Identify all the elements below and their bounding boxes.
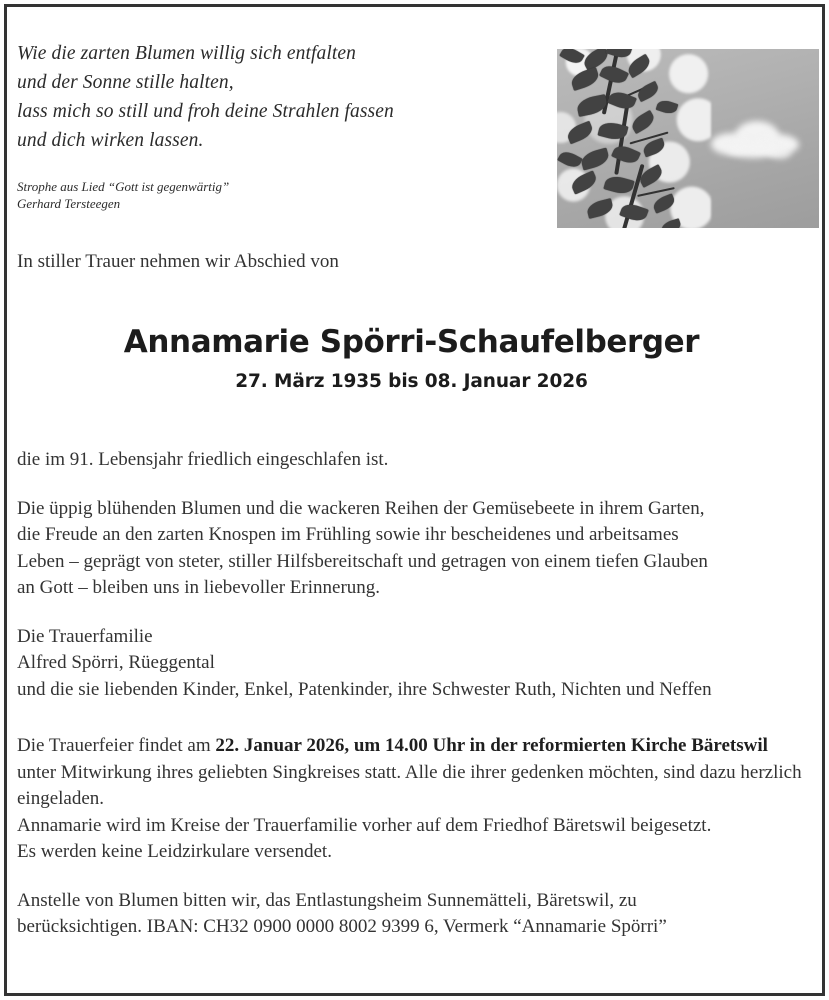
deceased-name: Annamarie Spörri-Schaufelberger (123, 324, 700, 360)
memory-line: Leben – geprägt von steter, stiller Hilfsbereitschaft und getragen von einem tiefen Glauben (17, 550, 708, 572)
family-line: Alfred Spörri, Rüeggental (17, 652, 215, 673)
circulars-line: Es werden keine Leidzirkulare versendet. (17, 841, 332, 862)
poem-line: Wie die zarten Blumen willig sich entfalten (17, 43, 356, 64)
attribution-source: Strophe aus Lied “Gott ist gegenwärtig” (17, 179, 230, 194)
poem-line: lass mich so still und froh deine Strahlen fassen (17, 101, 394, 122)
poem-block (17, 39, 537, 155)
poem-and-photo-row (17, 39, 806, 235)
service-paragraph (17, 733, 806, 813)
poem-line: und der Sonne stille halten, (17, 72, 234, 93)
spacer (17, 866, 806, 888)
service-highlight: 22. Januar 2026, um 14.00 Uhr in der reformierten Kirche Bäretswil (215, 735, 768, 756)
cloud-icon (709, 121, 801, 157)
donation-paragraph (17, 888, 806, 941)
burial-line: Annamarie wird im Kreise der Trauerfamilie vorher auf dem Friedhof Bäretswil beigesetzt. (17, 814, 712, 836)
poem-line: und dich wirken lassen. (17, 130, 204, 151)
donation-line: berücksichtigen. IBAN: CH32 0900 0000 8002 9399 6, Vermerk “Annamarie Spörri” (17, 916, 667, 937)
service-prefix: Die Trauerfeier findet am (17, 735, 216, 756)
donation-line: Anstelle von Blumen bitten wir, das Entlastungsheim Sunnemätteli, Bäretswil, zu (17, 889, 637, 911)
spacer (17, 703, 806, 733)
family-paragraph (17, 624, 806, 704)
obituary-content (7, 7, 822, 993)
poem-attribution (17, 178, 537, 212)
obituary-frame (4, 4, 825, 996)
memory-line: Die üppig blühenden Blumen und die wackeren Reihen der Gemüsebeete in ihrem Garten, (17, 497, 705, 519)
memory-paragraph (17, 496, 806, 602)
memorial-photo (557, 49, 819, 228)
intro-line: In stiller Trauer nehmen wir Abschied von (17, 251, 339, 272)
family-line: Die Trauerfamilie (17, 625, 153, 647)
age-paragraph: die im 91. Lebensjahr friedlich eingeschlafen ist. (17, 449, 389, 470)
service-suffix: unter Mitwirkung ihres geliebten Singkreises statt. Alle die ihrer gedenken möchten, sind dazu herzlich eingeladen. (17, 761, 802, 809)
deceased-dates: 27. März 1935 bis 08. Januar 2026 (235, 371, 588, 392)
body-text (17, 447, 806, 941)
branch-foliage (557, 49, 707, 228)
memory-line: an Gott – bleiben uns in liebevoller Erinnerung. (17, 577, 381, 598)
attribution-author: Gerhard Tersteegen (17, 196, 121, 211)
memory-line: die Freude an den zarten Knospen im Frühling sowie ihr bescheidenes und arbeitsames (17, 524, 679, 545)
family-line: und die sie liebenden Kinder, Enkel, Patenkinder, ihre Schwester Ruth, Nichten und Neffen (17, 678, 712, 700)
name-block (17, 323, 806, 394)
